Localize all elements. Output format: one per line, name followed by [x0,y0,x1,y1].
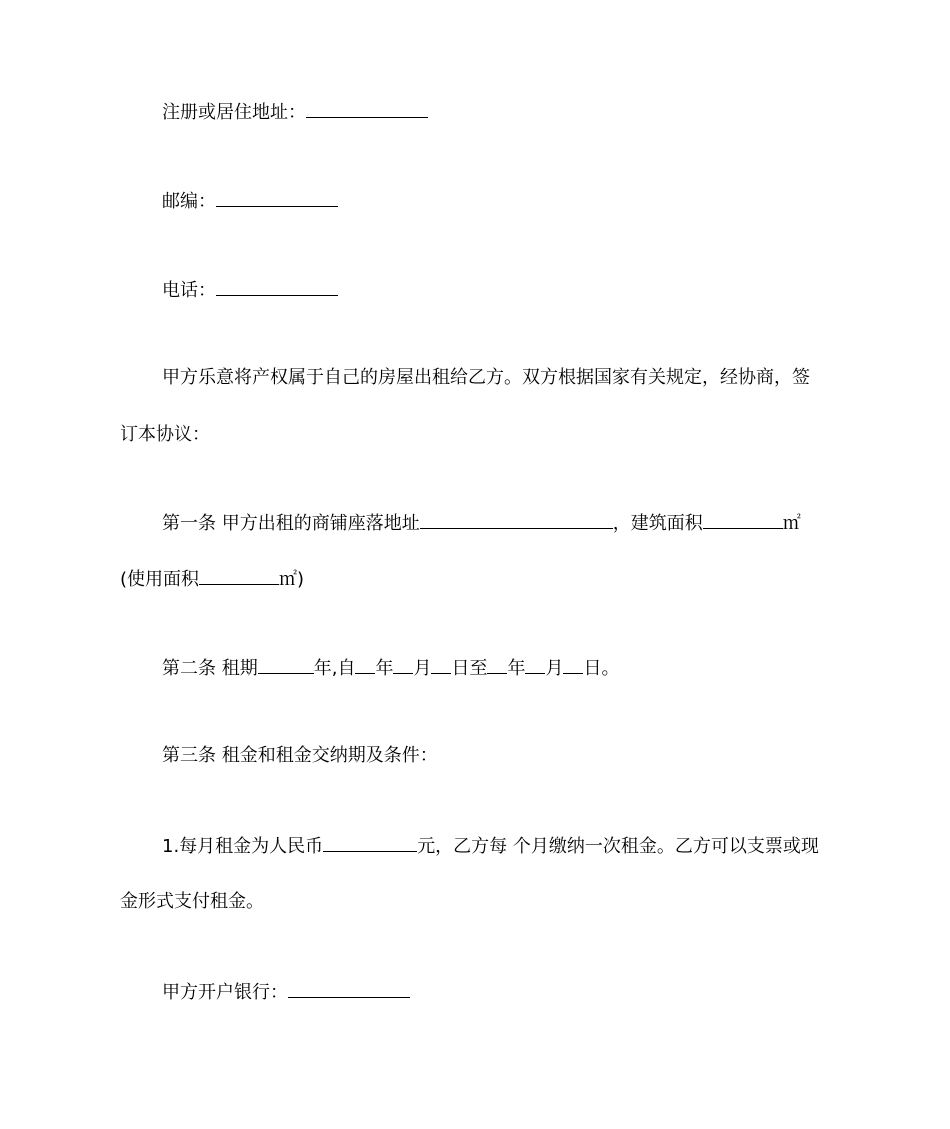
start-month-blank[interactable] [393,655,413,674]
article-3-title [162,744,882,768]
article-3-text: 第三条 租金和租金交纳期及条件： [162,745,438,766]
address-label: 注册或居住地址： [162,102,306,123]
monthly-rent-blank[interactable] [323,833,417,852]
start-day-label: 日至 [451,658,488,679]
address-line [162,99,882,125]
usable-area-unit: ㎡) [279,569,305,590]
zip-label: 邮编： [162,191,216,212]
area-unit: ㎡ [782,513,801,534]
article-2-line [162,655,882,681]
start-year-label: 年 [375,658,394,679]
shop-address-blank[interactable] [420,510,613,529]
end-year-blank[interactable] [487,655,507,674]
article-2-prefix: 第二条 租期 [162,658,258,679]
phone-label: 电话： [162,280,216,301]
usable-area-label: (使用面积 [120,569,200,590]
end-year-label: 年 [507,658,526,679]
usable-area-blank[interactable] [199,566,279,585]
end-day-label: 日。 [583,658,620,679]
bank-line [162,979,882,1005]
bank-label: 甲方开户银行： [162,982,288,1003]
intro-line-1 [162,366,882,390]
end-month-blank[interactable] [525,655,545,674]
start-year-blank[interactable] [355,655,375,674]
end-day-blank[interactable] [563,655,583,674]
lease-years-blank[interactable] [258,655,314,674]
payment-terms-text: 元，乙方每 个月缴纳一次租金。乙方可以支票或现 [417,836,819,857]
phone-blank[interactable] [216,277,338,296]
article-1-text: 第一条 甲方出租的商铺座落地址 [162,513,420,534]
year-from-label: 年,自 [313,658,356,679]
building-area-blank[interactable] [703,510,783,529]
start-month-label: 月 [413,658,432,679]
zip-line [162,188,882,214]
start-day-blank[interactable] [431,655,451,674]
article-1-line-2 [120,566,840,592]
phone-line [162,277,882,303]
payment-method-text: 金形式支付租金。 [120,891,264,912]
address-blank[interactable] [306,99,428,118]
clause-1-line-1 [162,833,882,859]
intro-text-2: 订本协议： [120,424,210,445]
monthly-rent-label: 1.每月租金为人民币 [162,836,324,857]
intro-line-2 [120,423,840,447]
intro-text-1: 甲方乐意将产权属于自己的房屋出租给乙方。双方根据国家有关规定，经协商，签 [162,367,810,388]
building-area-label: ，建筑面积 [612,513,703,534]
bank-blank[interactable] [288,979,410,998]
end-month-label: 月 [545,658,564,679]
clause-1-line-2 [120,890,840,914]
article-1-line-1 [162,510,882,536]
zip-blank[interactable] [216,188,338,207]
